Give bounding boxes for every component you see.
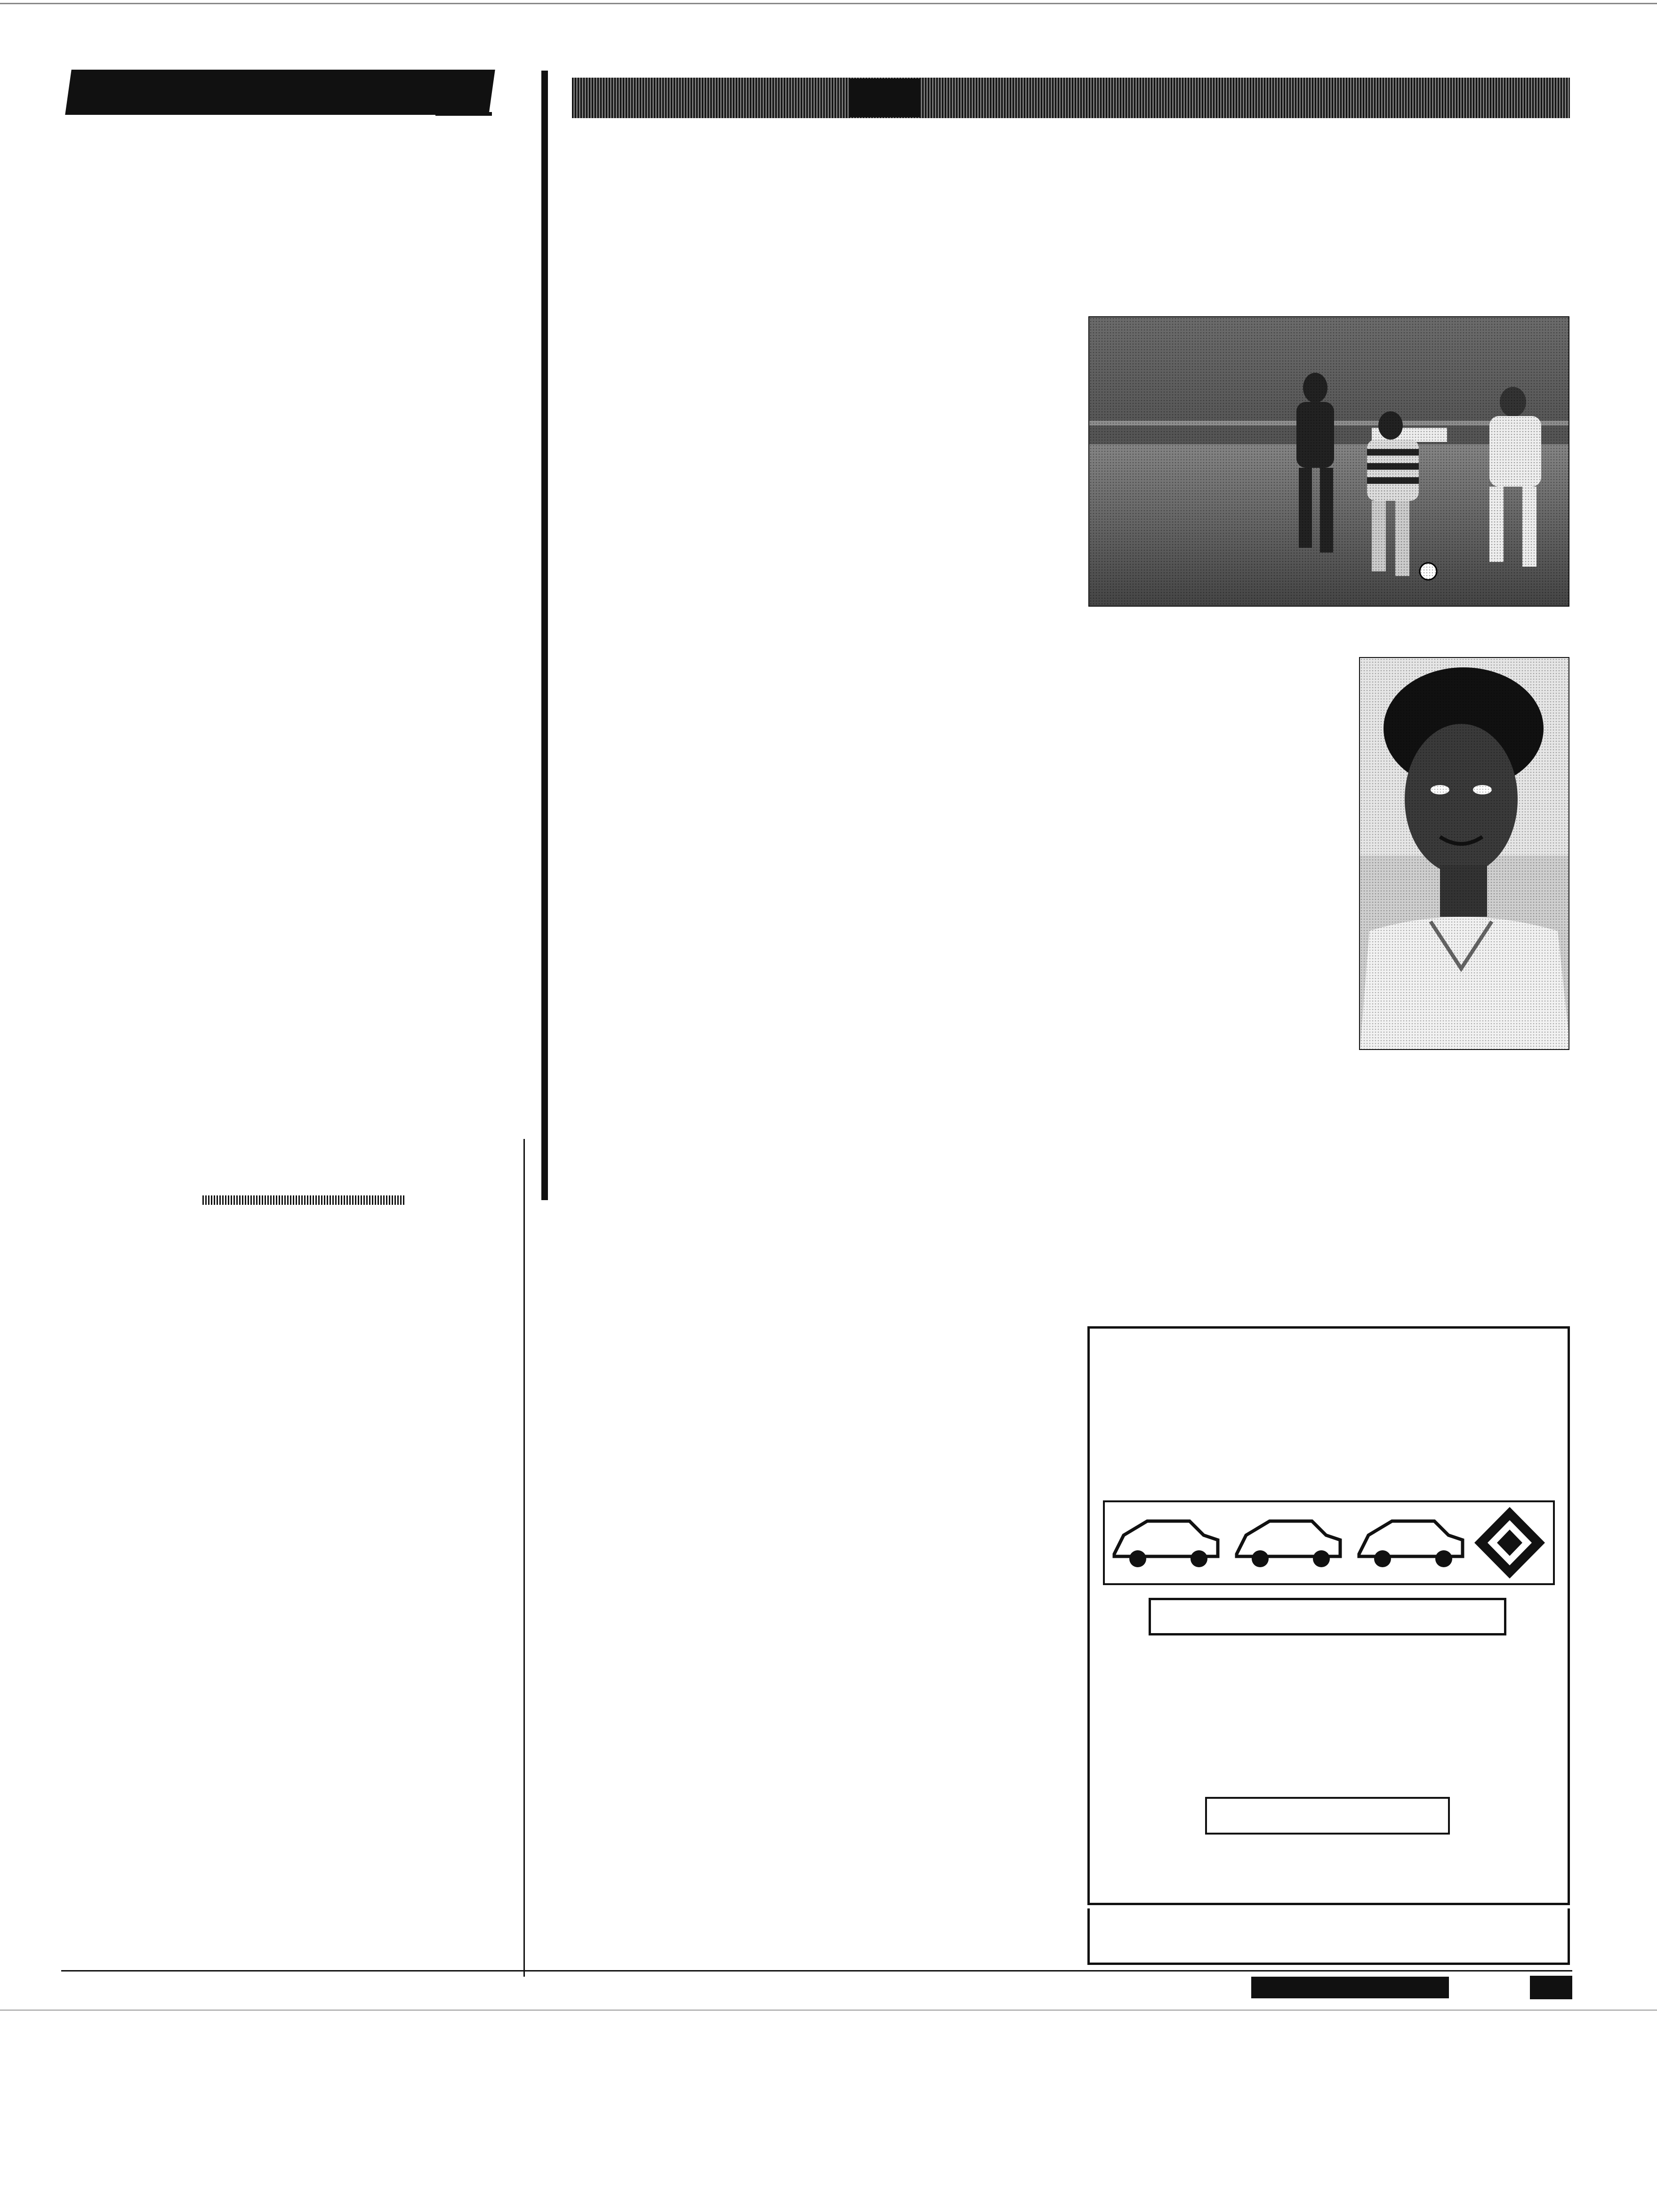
renault-diamond-icon [1474, 1507, 1545, 1579]
scan-edge-line [0, 3, 1657, 4]
renault-banner [1087, 1908, 1570, 1965]
player-portrait-photo [1359, 657, 1569, 1050]
ad-box-used [1149, 1598, 1506, 1635]
footer-rule [61, 1970, 1572, 1972]
footer-paper-name [1251, 1977, 1449, 1998]
ponta-esquerda-masthead [68, 70, 492, 183]
dl-logo [850, 79, 920, 117]
ad-parts-box [1205, 1797, 1450, 1835]
car-strip [1103, 1500, 1555, 1585]
modalidades-label [202, 1167, 410, 1210]
footer-page-number [1530, 1976, 1572, 1999]
unicar-advertisement [1087, 1326, 1570, 1905]
footer-rule-bottom [0, 2010, 1657, 2011]
column-rule-thick [541, 71, 548, 1200]
section-bar [572, 78, 1570, 118]
football-match-photo [1088, 316, 1569, 607]
column-rule-left [523, 1139, 525, 1977]
